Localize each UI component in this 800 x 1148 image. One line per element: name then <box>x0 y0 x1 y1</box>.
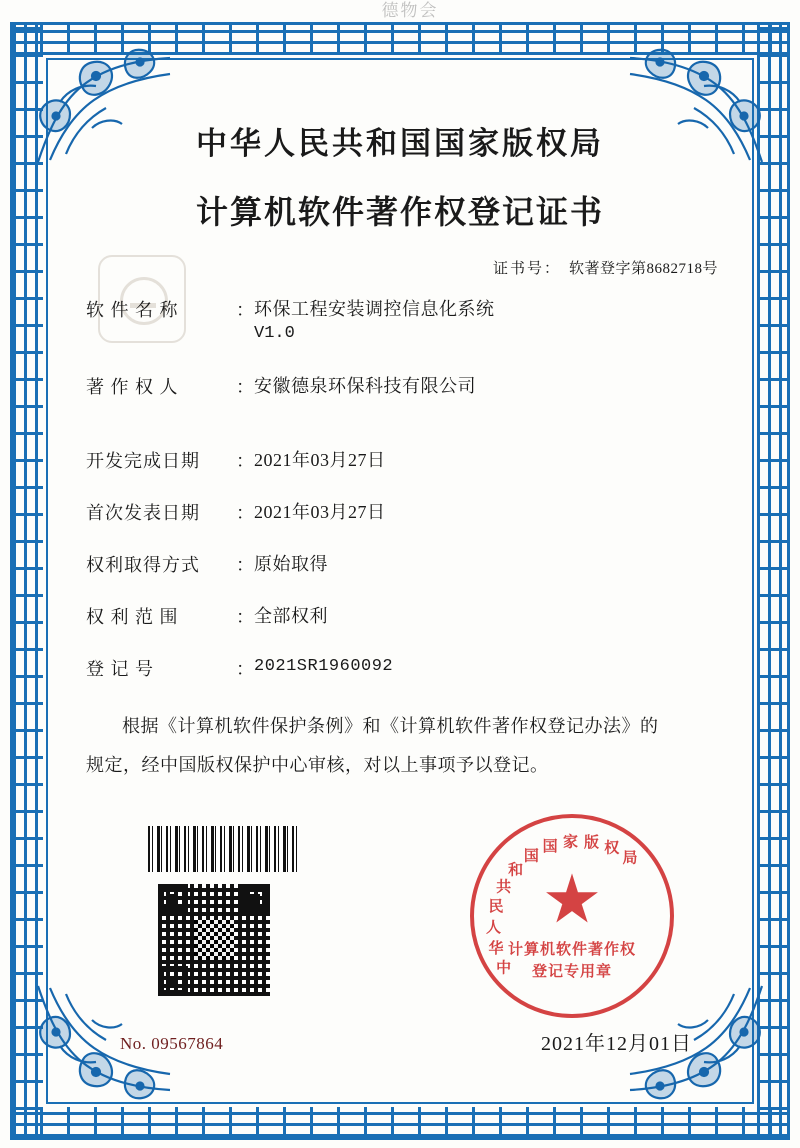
field-value: 安徽德泉环保科技有限公司 <box>254 375 476 396</box>
certificate-number-value: 软著登字第8682718号 <box>568 261 718 277</box>
issue-date: 2021年12月01日 <box>541 1033 692 1055</box>
certificate-title: 计算机软件著作权登记证书 <box>195 194 604 230</box>
statement-text-2: 规定，经中国版权保护中心审核，对以上事项予以登记。 <box>86 754 549 775</box>
field-registration-number <box>86 655 740 681</box>
statement-line-1 <box>86 707 716 746</box>
field-value: 原始取得 <box>254 554 328 575</box>
meander-band-bottom <box>13 1107 787 1137</box>
field-value <box>254 296 495 347</box>
field-label: 权利取得方式 <box>86 555 200 576</box>
field-colon: ： <box>236 659 254 680</box>
field-label: 软 件 名 称 <box>86 300 179 320</box>
field-colon: ： <box>236 502 254 523</box>
qr-code <box>158 884 270 996</box>
field-acquisition-method <box>86 551 740 577</box>
certificate-footer <box>60 826 740 1076</box>
seal-arc-text: 中 华 人 民 共 和 国 国 家 版 权 局 <box>486 834 638 977</box>
field-label: 开发完成日期 <box>86 450 200 471</box>
issuer-title: 中华人民共和国国家版权局 <box>196 126 604 161</box>
field-value-version: V1.0 <box>254 324 295 344</box>
field-colon: ： <box>236 376 254 397</box>
field-value: 2021年03月27日 <box>254 449 386 470</box>
seal-line-1: 计算机软件著作权 <box>507 942 636 958</box>
meander-band-right <box>757 25 787 1137</box>
statement-line-2 <box>86 746 716 785</box>
field-value: 2021SR1960092 <box>254 657 394 677</box>
field-label: 登 记 号 <box>86 659 154 680</box>
statement-text-1: 根据《计算机软件保护条例》和《计算机软件著作权登记办法》的 <box>122 716 659 737</box>
meander-band-left <box>13 25 43 1137</box>
field-gap <box>86 425 740 447</box>
field-value-text: 环保工程安装调控信息化系统 <box>254 299 495 319</box>
field-value: 全部权利 <box>254 606 328 627</box>
field-list <box>60 296 740 681</box>
certificate-content <box>60 80 740 1080</box>
field-label: 首次发表日期 <box>86 502 200 523</box>
field-value: 2021年03月27日 <box>254 501 386 522</box>
field-rights-scope <box>86 603 740 629</box>
official-seal <box>470 814 674 1018</box>
field-colon: ： <box>236 607 254 628</box>
field-development-date <box>86 447 740 473</box>
field-label: 权 利 范 围 <box>86 607 179 628</box>
field-first-publish-date <box>86 499 740 525</box>
field-colon: ： <box>236 450 254 471</box>
seal-line-2: 登记专用章 <box>531 964 612 980</box>
certificate-number-label: 证书号： <box>492 261 561 277</box>
field-colon: ： <box>236 300 254 320</box>
field-colon: ： <box>236 555 254 576</box>
field-label: 著 作 权 人 <box>86 376 179 397</box>
serial-number: No. 09567864 <box>120 1034 224 1053</box>
field-software-name <box>86 296 740 347</box>
field-copyright-owner <box>86 373 740 399</box>
top-bleed-text: 德物会 <box>381 1 439 20</box>
legal-statement <box>60 707 740 784</box>
barcode <box>148 826 300 872</box>
